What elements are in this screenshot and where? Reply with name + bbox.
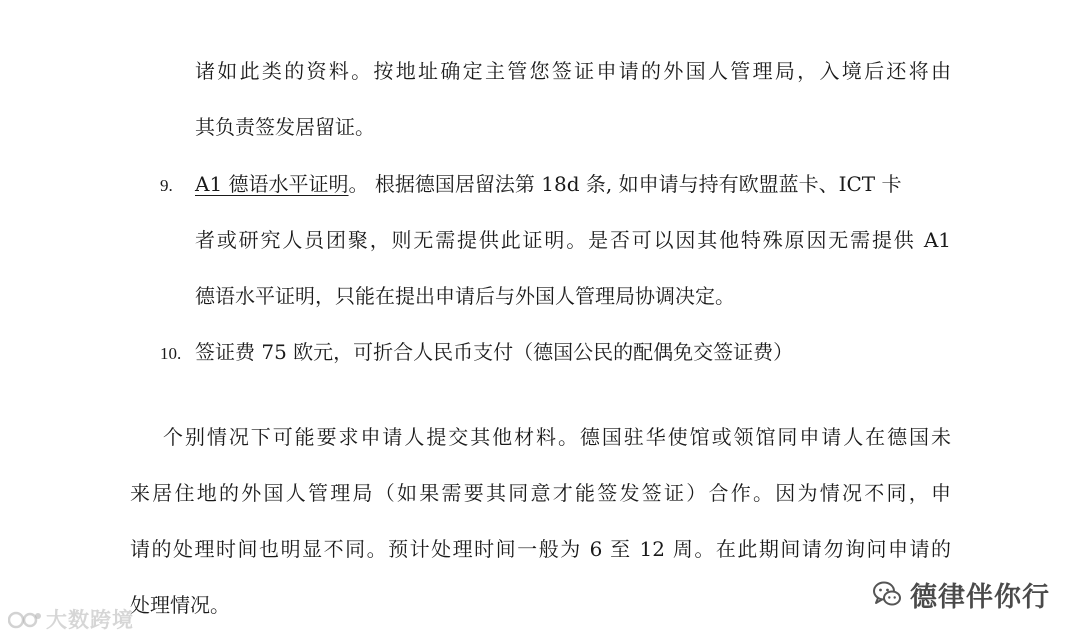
item-9-title: A1 德语水平证明 <box>195 172 349 196</box>
continued-line-1: 诸如此类的资料。按地址确定主管您签证申请的外国人管理局，入境后还将由 <box>195 59 951 83</box>
item-9-number: 9. <box>160 176 173 195</box>
wechat-icon <box>872 579 902 609</box>
dashuju-logo-icon <box>8 610 42 630</box>
paragraph-line-4: 处理情况。 <box>130 593 230 617</box>
item-9-line-1-rest: 。 根据德国居留法第 18d 条, 如申请与持有欧盟蓝卡、ICT 卡 <box>348 172 902 196</box>
paragraph-line-3: 请的处理时间也明显不同。预计处理时间一般为 6 至 12 周。在此期间请勿询问申请的 <box>130 537 951 561</box>
continued-line-2: 其负责签发居留证。 <box>195 115 375 139</box>
watermark-left-text: 大数跨境 <box>46 608 134 632</box>
watermark-right-text: 德律伴你行 <box>910 581 1050 613</box>
item-10-number: 10. <box>160 344 182 363</box>
item-9-line-1 <box>195 170 901 198</box>
item-10-text: 签证费 75 欧元，可折合人民币支付（德国公民的配偶免交签证费） <box>195 340 794 364</box>
watermark-right <box>872 574 1050 614</box>
paragraph-line-1: 个别情况下可能要求申请人提交其他材料。德国驻华使馆或领馆同申请人在德国未 <box>163 425 951 449</box>
paragraph-line-2: 来居住地的外国人管理局（如果需要其同意才能签发签证）合作。因为情况不同，申 <box>130 481 951 505</box>
item-9-line-2: 者或研究人员团聚，则无需提供此证明。是否可以因其他特殊原因无需提供 A1 <box>195 228 951 252</box>
watermark-left <box>8 604 134 634</box>
item-9-line-3: 德语水平证明，只能在提出申请后与外国人管理局协调决定。 <box>195 284 735 308</box>
